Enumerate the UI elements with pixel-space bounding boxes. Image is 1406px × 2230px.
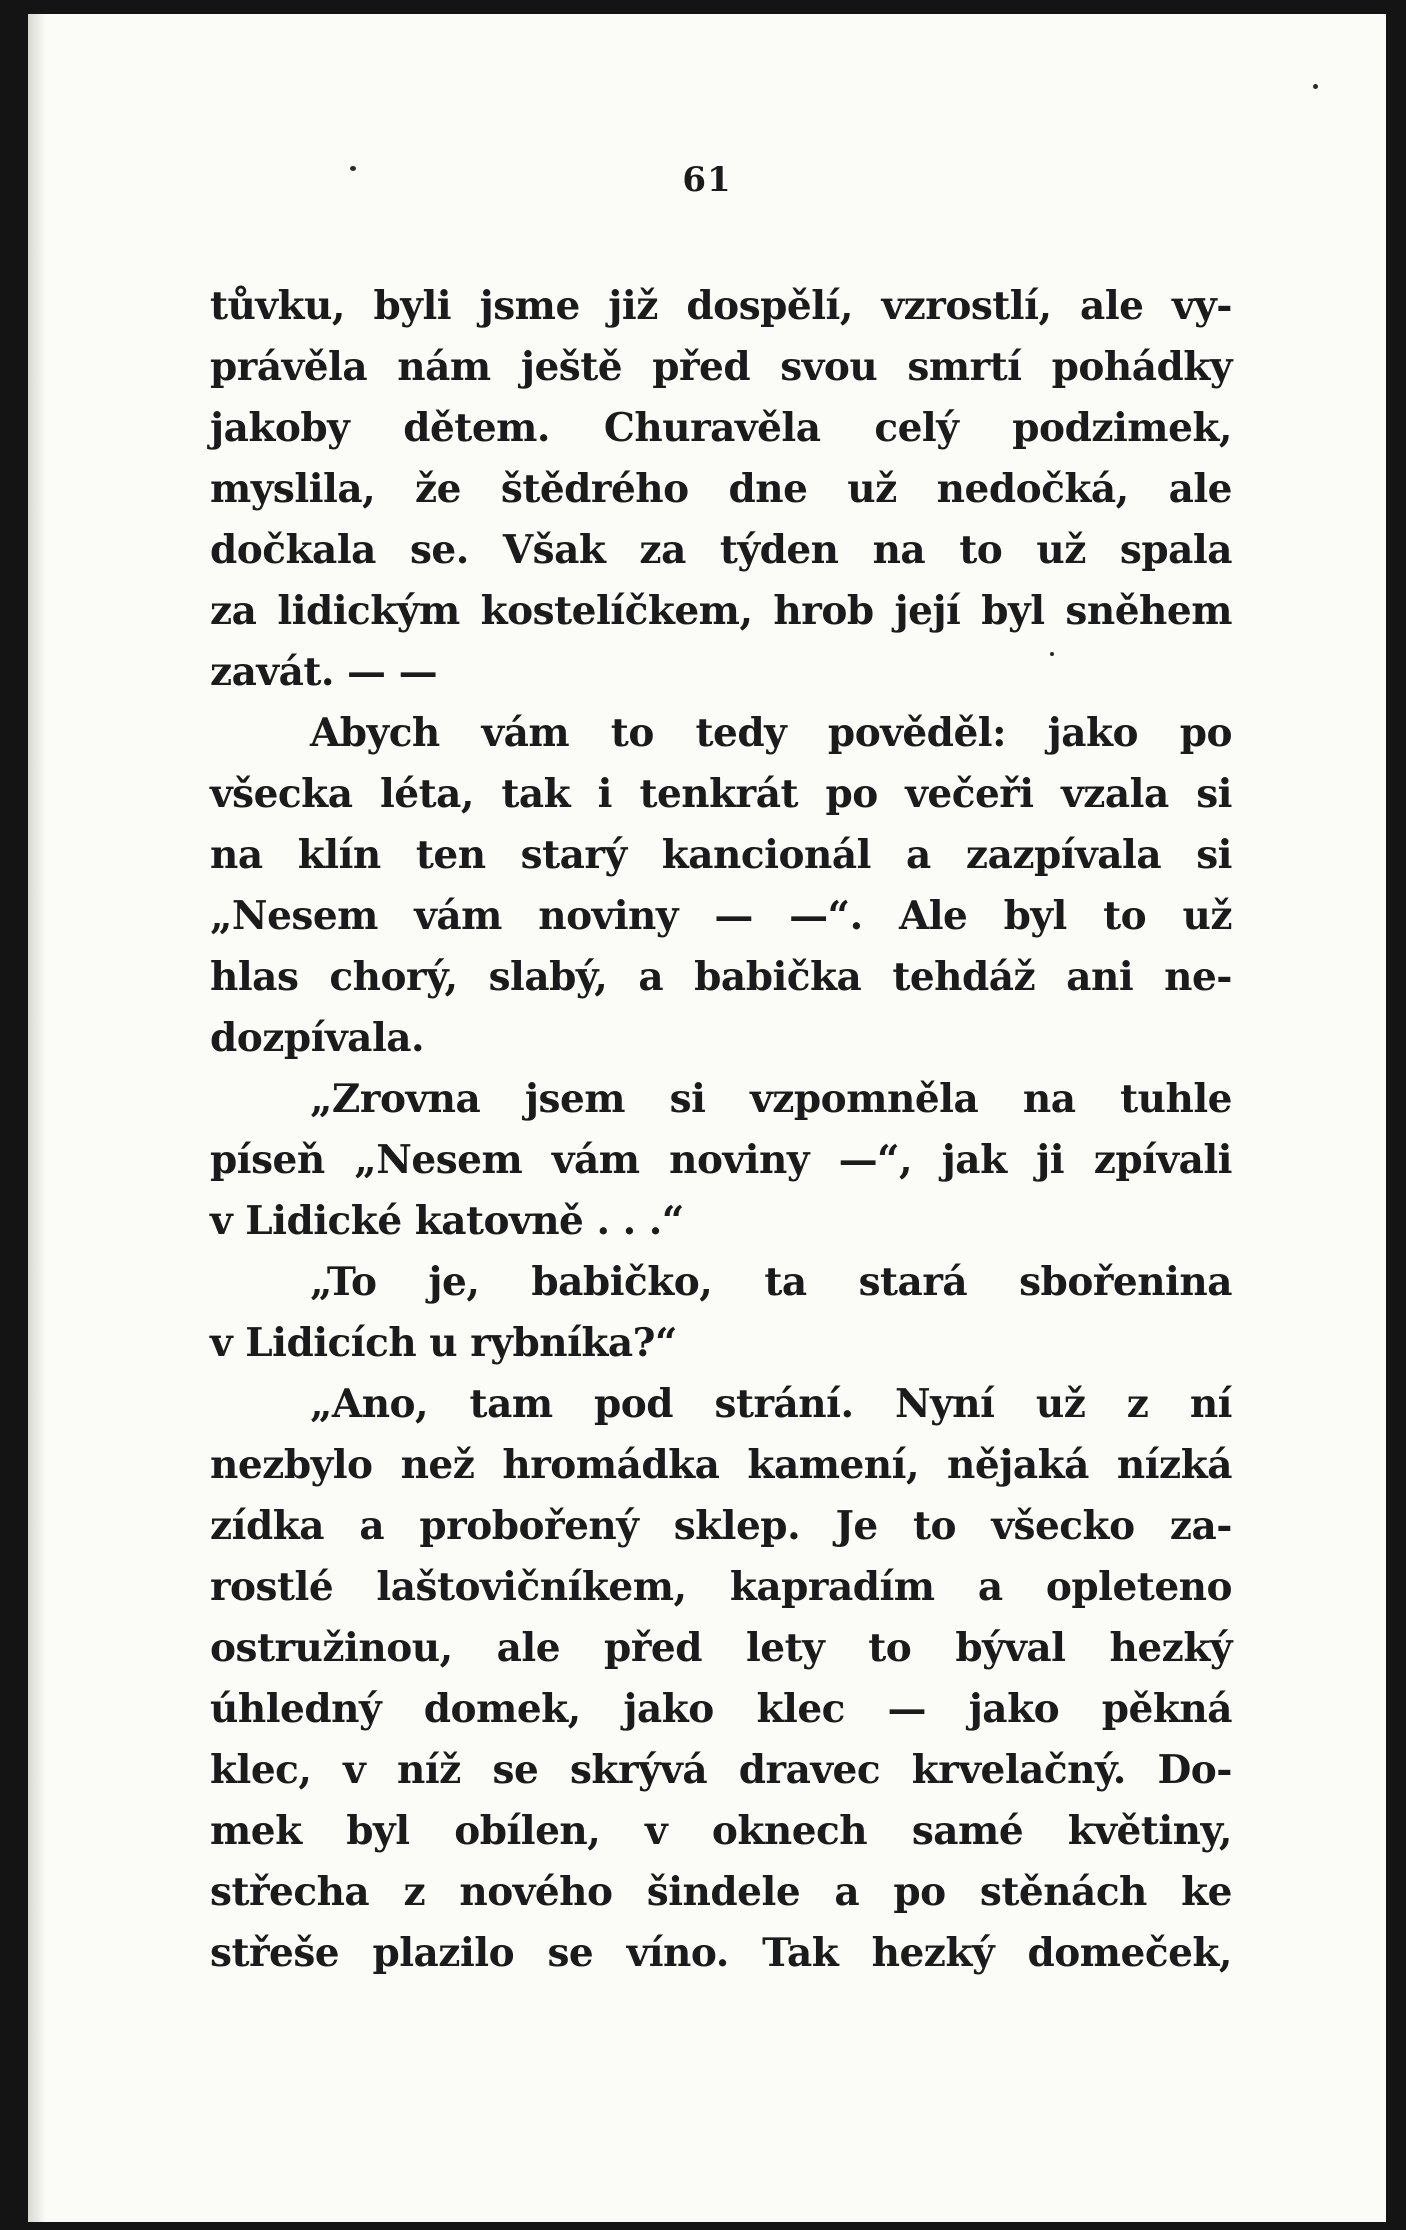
text-line: Abych vám to tedy pověděl: jako po [310, 710, 1232, 756]
page-number: 61 [682, 160, 732, 200]
paper-speck [1050, 652, 1054, 656]
book-page [28, 14, 1386, 2222]
body-text [210, 276, 1232, 1984]
text-line: klec, v níž se skrývá dravec krvelačný. Do- [210, 1747, 1232, 1793]
text-line: dočkala se. Však za týden na to už spala [210, 527, 1232, 573]
text-line: „To je, babičko, ta stará sbořenina [310, 1259, 1232, 1305]
paper-speck [1313, 84, 1318, 89]
text-line: všecka léta, tak i tenkrát po večeři vzala si [210, 771, 1232, 817]
text-line: mek byl obílen, v oknech samé květiny, [210, 1808, 1232, 1854]
text-line: píseň „Nesem vám noviny —“, jak ji zpívali [210, 1137, 1232, 1183]
text-line: za lidickým kostelíčkem, hrob její byl sněhem [210, 588, 1232, 634]
text-line: „Zrovna jsem si vzpomněla na tuhle [310, 1076, 1232, 1122]
text-line: ostružinou, ale před lety to býval hezký [210, 1625, 1232, 1671]
text-line: v Lidické katovně . . .“ [210, 1198, 684, 1244]
paper-speck [350, 166, 356, 171]
text-line: právěla nám ještě před svou smrtí pohádky [210, 344, 1232, 390]
text-line: nezbylo než hromádka kamení, nějaká nízká [210, 1442, 1232, 1488]
text-line: zavát. — — [210, 649, 438, 695]
text-line: „Ano, tam pod strání. Nyní už z ní [310, 1381, 1232, 1427]
text-line: „Nesem vám noviny — —“. Ale byl to už [210, 893, 1232, 939]
text-line: v Lidicích u rybníka?“ [210, 1320, 677, 1366]
text-line: střecha z nového šindele a po stěnách ke [210, 1869, 1232, 1915]
text-line: na klín ten starý kancionál a zazpívala si [210, 832, 1232, 878]
text-line: rostlé laštovičníkem, kapradím a opleteno [210, 1564, 1232, 1610]
text-line: hlas chorý, slabý, a babička tehdáž ani ne- [210, 954, 1232, 1000]
spine-shadow [28, 14, 46, 2222]
text-line: úhledný domek, jako klec — jako pěkná [210, 1686, 1232, 1732]
text-line: myslila, že štědrého dne už nedočká, ale [210, 466, 1232, 512]
text-line: zídka a probořený sklep. Je to všecko za- [210, 1503, 1232, 1549]
text-line: tůvku, byli jsme již dospělí, vzrostlí, ale vy- [210, 283, 1232, 329]
text-line: střeše plazilo se víno. Tak hezký domeček, [210, 1930, 1232, 1976]
text-line: dozpívala. [210, 1015, 425, 1061]
text-line: jakoby dětem. Churavěla celý podzimek, [210, 405, 1232, 451]
